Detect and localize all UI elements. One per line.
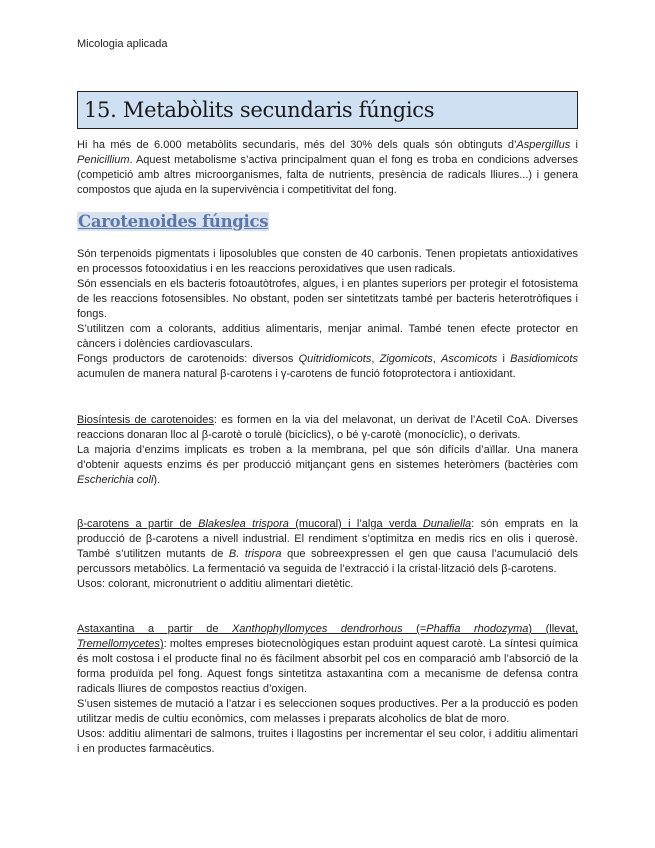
carotenoids-paragraph: S’utilitzen com a colorants, additius alimentaris, menjar animal. També tenen efecte protector en càncers i dolències cardiovasculars.: [77, 323, 578, 350]
taxon-name: Ascomicots: [441, 353, 498, 365]
astaxanthin-uses: Usos: additiu alimentari de salmons, truites i llagostins per incrementar el seu color, i additiu alimentari i en productes farmacèutics.: [77, 728, 578, 755]
biosynthesis-paragraph: La majoria d’enzims implicats es troben a la membrana, pel que són difícils d’aïllar. Una manera d’obtenir aquests enzims és per producció mitjançant gens en sistemes heteròmers (bactèries com Escherichia coli).: [77, 444, 578, 486]
astaxanthin-paragraph: Astaxantina a partir de Xanthophyllomyces dendrorhous (=Phaffia rhodozyma) (llevat, Tremellomycetes): moltes empreses biotecnològiques estan produint aquest carotè. La síntesi química és molt costosa i el producte final no és fàcilment absorbit pel cos en comparació amb l’absorció de la forma produïda pel fong. Aquest fongs sintetitza astaxantina com a mecanisme de defensa contra radicals lliures de compostos reactius d’oxigen.: [77, 623, 578, 695]
biosynthesis-label: Biosíntesis de carotenoides: [77, 414, 214, 426]
beta-carotene-paragraph: β-carotens a partir de Blakeslea trispora (mucoral) i l’alga verda Dunaliella: són emprats en la producció de β-carotens a nivell industrial. El rendiment s’optimitza en medis rics en olis i querosè. També s’utilitzen mutants de B. trispora que sobreexpressen el gen que causa l’acumulació dels percussors metabòlics. La fermentació va seguida de l’extracció i la cristal·lització dels β-carotens.: [77, 518, 579, 575]
taxon-name: Zigomicots: [379, 353, 433, 365]
section-heading: Carotenoides fúngics: [78, 212, 269, 231]
intro-paragraph: [77, 138, 578, 198]
biosynthesis-paragraph: Biosíntesis de carotenoides: es formen en la via del melavonat, un derivat de l’Acetil CoA. Diverses reaccions donaran lloc al β-carotè o torulè (bicíclics), o bé γ-carotè (monocíclic), o derivats.: [77, 414, 578, 441]
astaxanthin-block: [77, 622, 578, 757]
chapter-title-box: [77, 91, 578, 129]
species-name: Xanthophyllomyces dendrorhous: [231, 623, 403, 635]
carotenoids-producers-paragraph: Fongs productors de carotenoids: diversos Quitridiomicots, Zigomicots, Ascomicots i Basidiomicots acumulen de manera natural β-carotens i γ-carotens de funció fotoprotectora i antioxidant.: [77, 353, 578, 380]
taxon-name: Tremellomycetes: [77, 638, 160, 650]
biosynthesis-block: [77, 413, 578, 488]
astaxanthin-label: Astaxantina a partir de Xanthophyllomyces dendrorhous (=Phaffia rhodozyma) (llevat, Tremellomycetes): [77, 623, 578, 650]
running-header: Micologia aplicada: [77, 38, 168, 50]
genus-aspergillus: Aspergillus: [516, 139, 571, 151]
taxon-name: Basidiomicots: [510, 353, 578, 365]
species-name: Phaffia rhodozyma: [426, 623, 529, 635]
taxon-name: Quitridiomicots: [298, 353, 372, 365]
intro-text: . Aquest metabolisme s’activa principalment quan el fong es troba en condicions adverses (competició amb altres microorganismes, falta de nutrients, presència de radicals lliures...) i genera compostos que ajuda en la supervivència i competitivitat del fong.: [77, 154, 578, 196]
species-name: B. trispora: [228, 548, 282, 560]
astaxanthin-paragraph: S’usen sistemes de mutació a l’atzar i es seleccionen soques productives. Per a la producció es poden utilitzar medis de cultiu econòmics, com melasses i preparats alcoholics de blat de moro.: [77, 698, 578, 725]
species-name: Escherichia coli: [77, 474, 154, 486]
species-name: Blakeslea trispora: [198, 518, 289, 530]
carotenoids-paragraph: Són essencials en els bacteris fotoautòtrofes, algues, i en plantes superiors per protegir el fotosistema de les reaccions fotosensibles. No obstant, poden ser sintetitzats també per bacteris heterotròfiques i fongs.: [77, 278, 578, 320]
genus-penicillium: Penicillium: [77, 154, 130, 166]
chapter-title: 15. Metabòlits secundaris fúngics: [84, 98, 435, 122]
species-name: Dunaliella: [422, 518, 472, 530]
intro-text: Hi ha més de 6.000 metabòlits secundaris, més del 30% dels quals són obtinguts d’: [77, 139, 517, 151]
beta-carotene-uses: Usos: colorant, micronutrient o additiu alimentari dietètic.: [77, 578, 354, 590]
beta-carotene-block: [77, 517, 578, 592]
carotenoids-block: [77, 247, 578, 382]
intro-text: i: [570, 139, 578, 151]
beta-carotene-label: β-carotens a partir de Blakeslea trispora (mucoral) i l’alga verda Dunaliella: [77, 518, 472, 530]
carotenoids-paragraph: Són terpenoids pigmentats i liposolubles que consten de 40 carbonis. Tenen propietats antioxidatives en processos fotooxidatius i en les reaccions peroxidatives que usen radicals.: [77, 248, 578, 275]
